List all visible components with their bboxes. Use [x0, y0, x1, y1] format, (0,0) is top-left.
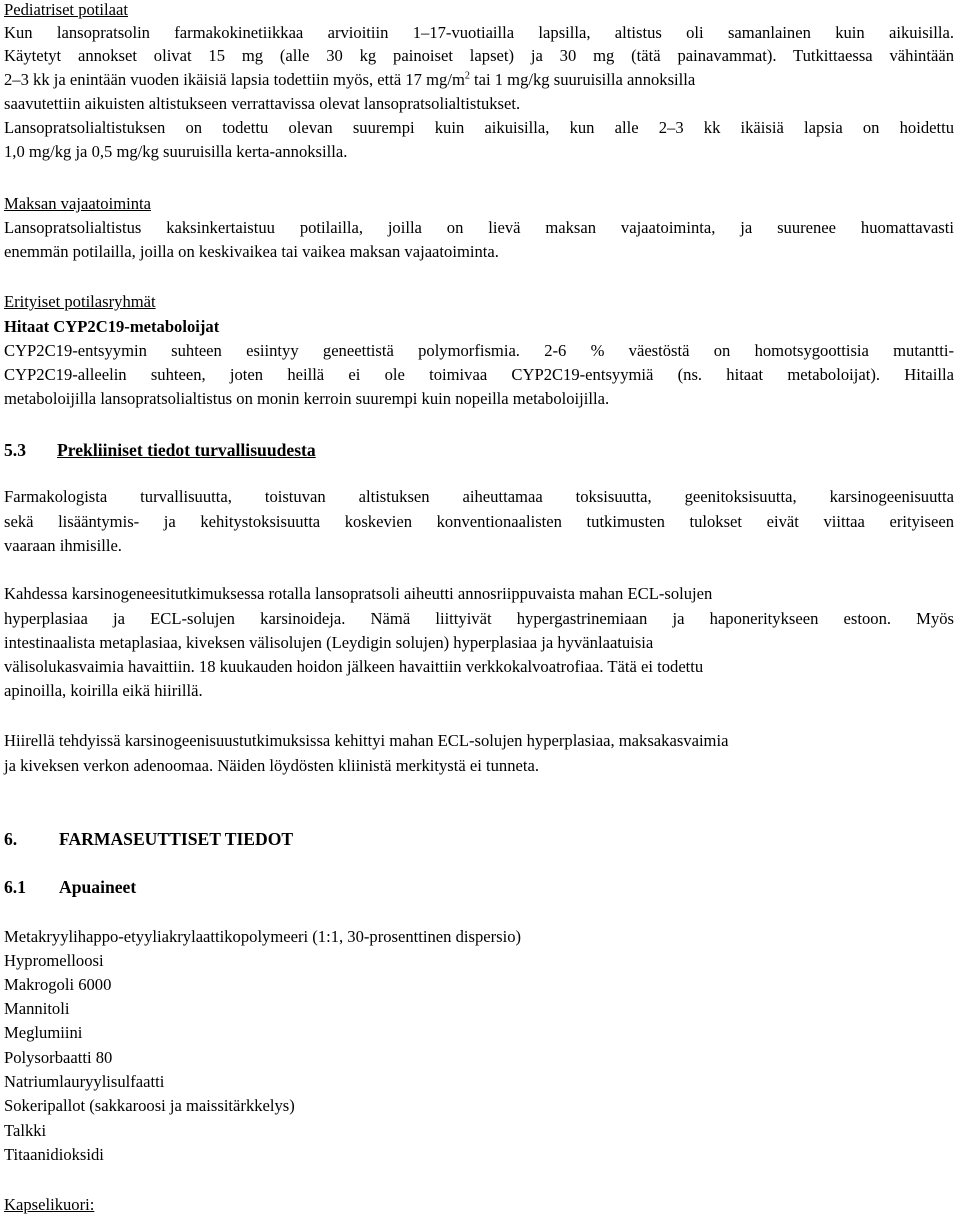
s53-p2-line-1: Kahdessa karsinogeneesitutkimuksessa rotalla lansopratsoli aiheutti annosriippuvaista mahan ECL-solujen	[4, 584, 713, 603]
section-5-3-heading	[4, 440, 316, 460]
s53-p2-line-4: välisolukasvaimia havaittiin. 18 kuukauden hoidon jälkeen havaittiin verkkokalvoatrofiaa. Tätä ei todettu	[4, 657, 704, 676]
excipient-item: Makrogoli 6000	[4, 975, 112, 994]
excipient-item: Titaanidioksidi	[4, 1145, 104, 1164]
excipient-item: Meglumiini	[4, 1023, 83, 1042]
excipient-item: Sokeripallot (sakkaroosi ja maissitärkkelys)	[4, 1096, 295, 1115]
section-5-3-number: 5.3	[4, 440, 26, 460]
section-6-number: 6.	[4, 829, 18, 849]
s53-p3-line-2: ja kiveksen verkon adenoomaa. Näiden löydösten kliinistä merkitystä ei tunneta.	[4, 756, 540, 775]
s53-p1-line-2: sekä lisääntymis- ja kehitystoksisuutta koskevien konventionaalisten tutkimusten tulokset eivät viittaa erityiseen	[4, 512, 954, 531]
peds-line-4: saavutettiin aikuisten altistukseen verrattavissa olevat lansopratsolialtistukset.	[4, 94, 521, 113]
s53-p1-line-3: vaaraan ihmisille.	[4, 536, 122, 555]
peds-line-6: 1,0 mg/kg ja 0,5 mg/kg suuruisilla kerta-annoksilla.	[4, 142, 348, 161]
peds-line-3a: 2–3 kk ja enintään vuoden ikäisiä lapsia todettiin myös, että 17 mg/m	[4, 70, 465, 89]
section-6-title: FARMASEUTTISET TIEDOT	[59, 829, 294, 849]
peds-line-5: Lansopratsolialtistuksen on todettu olevan suurempi kuin aikuisilla, kun alle 2–3 kk ikäisiä lapsia on hoidettu	[4, 118, 954, 137]
excipient-item: Natriumlauryylisulfaatti	[4, 1072, 165, 1091]
peds-line-2: Käytetyt annokset olivat 15 mg (alle 30 kg painoiset lapset) ja 30 mg (tätä painavammat). Tutkittaessa vähintään	[4, 46, 954, 65]
peds-heading: Pediatriset potilaat	[4, 0, 128, 19]
s53-p2-line-3: intestinaalista metaplasiaa, kiveksen välisolujen (Leydigin solujen) hyperplasiaa ja hyvänlaatuisia	[4, 633, 654, 652]
excipient-item: Talkki	[4, 1121, 47, 1140]
special-heading: Erityiset potilasryhmät	[4, 292, 156, 311]
peds-line-3-sup: 2	[464, 70, 470, 82]
s53-p2-line-2: hyperplasiaa ja ECL-solujen karsinoideja. Nämä liittyivät hypergastrinemiaan ja haponeritykseen estoon. Myös	[4, 609, 954, 628]
s53-p1-line-1: Farmakologista turvallisuutta, toistuvan altistuksen aiheuttamaa toksisuutta, geenitoksisuutta, karsinogeenisuutta	[4, 487, 954, 506]
special-line-1: CYP2C19-entsyymin suhteen esiintyy geneettistä polymorfismia. 2-6 % väestöstä on homotsygoottisia mutantti-	[4, 341, 954, 360]
excipient-item: Hypromelloosi	[4, 951, 104, 970]
liver-line-1: Lansopratsolialtistus kaksinkertaistuu potilailla, joilla on lievä maksan vajaatoiminta, ja suurenee huomattavasti	[4, 218, 954, 237]
excipient-item: Metakryylihappo-etyyliakrylaattikopolymeeri (1:1, 30-prosenttinen dispersio)	[4, 927, 522, 946]
section-5-3-title: Prekliiniset tiedot turvallisuudesta	[57, 440, 316, 460]
section-6-1-number: 6.1	[4, 877, 26, 897]
special-line-3: metaboloijilla lansopratsolialtistus on monin kerroin suurempi kuin nopeilla metaboloijilla.	[4, 389, 610, 408]
liver-heading: Maksan vajaatoiminta	[4, 194, 151, 213]
section-6-1-title: Apuaineet	[59, 877, 137, 897]
section-6-1-heading	[4, 877, 136, 897]
special-subheading: Hitaat CYP2C19-metaboloijat	[4, 317, 220, 336]
capsule-shell-heading: Kapselikuori:	[4, 1195, 95, 1214]
excipient-item: Polysorbaatti 80	[4, 1048, 113, 1067]
special-line-2: CYP2C19-alleelin suhteen, joten heillä ei ole toimivaa CYP2C19-entsyymiä (ns. hitaat metaboloijat). Hitailla	[4, 365, 954, 384]
s53-p3-line-1: Hiirellä tehdyissä karsinogeenisuustutkimuksissa kehittyi mahan ECL-solujen hyperplasiaa, maksakasvaimia	[4, 731, 729, 750]
s53-p2-line-5: apinoilla, koirilla eikä hiirillä.	[4, 681, 203, 700]
peds-line-1: Kun lansopratsolin farmakokinetiikkaa arvioitiin 1–17-vuotiailla lapsilla, altistus oli samanlainen kuin aikuisilla.	[4, 23, 954, 42]
excipient-item: Mannitoli	[4, 999, 70, 1018]
peds-line-3b: tai 1 mg/kg suuruisilla annoksilla	[469, 70, 696, 89]
section-6-heading	[4, 829, 293, 849]
liver-line-2: enemmän potilailla, joilla on keskivaikea tai vaikea maksan vajaatoiminta.	[4, 242, 499, 261]
peds-line-3	[4, 70, 954, 90]
